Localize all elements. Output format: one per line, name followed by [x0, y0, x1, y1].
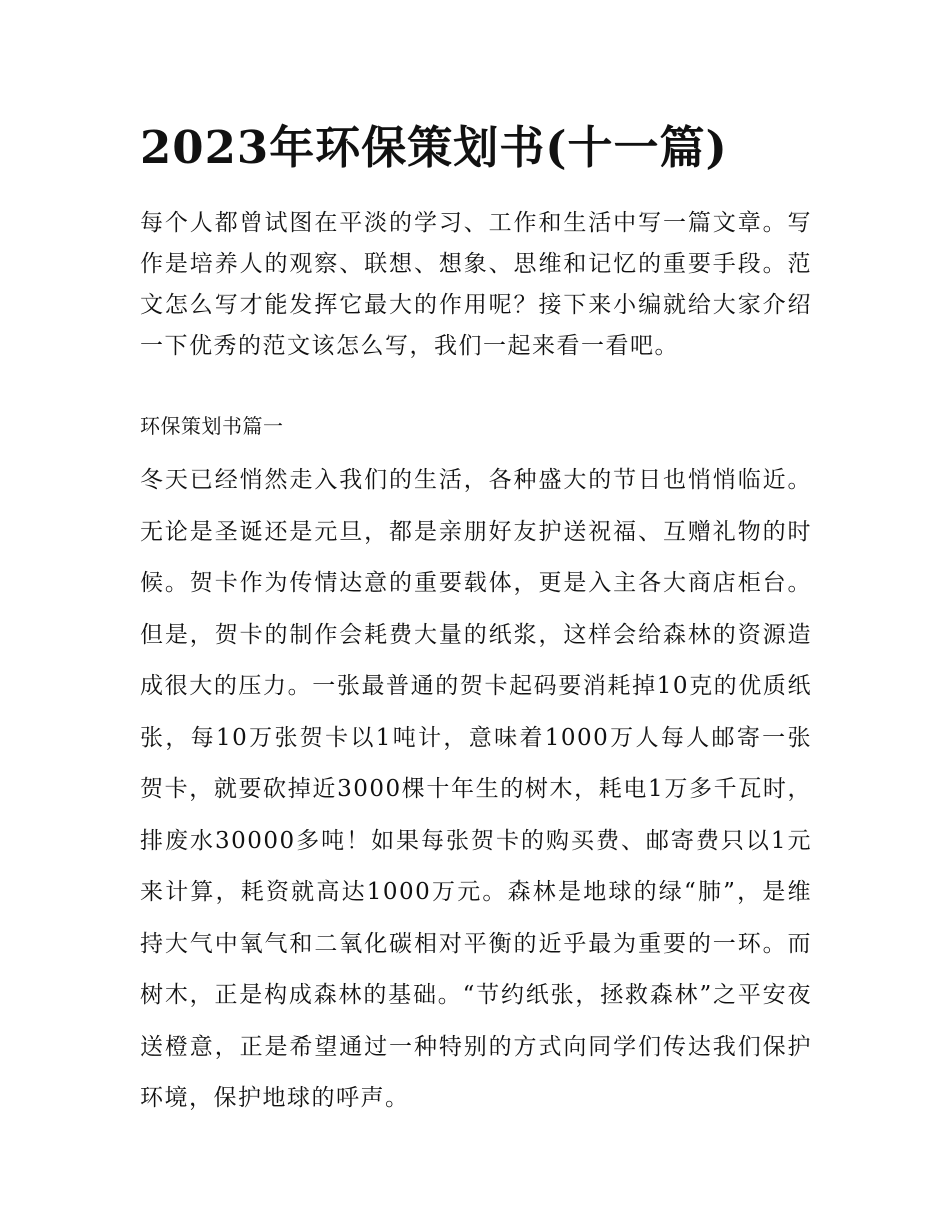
section-heading: 环保策划书篇一: [140, 414, 284, 438]
document-title: 2023年环保策划书(十一篇): [140, 121, 728, 174]
intro-paragraph: 每个人都曾试图在平淡的学习、工作和生活中写一篇文章。写作是培养人的观察、联想、想象、思维和记忆的重要手段。范文怎么写才能发挥它最大的作用呢？接下来小编就给大家介绍一下优秀的范文该怎么写，我们一起来看一看吧。: [140, 210, 812, 359]
body-paragraph: 冬天已经悄然走入我们的生活，各种盛大的节日也悄悄临近。无论是圣诞还是元旦，都是亲朋好友护送祝福、互赠礼物的时候。贺卡作为传情达意的重要载体，更是入主各大商店柜台。但是，贺卡的制作会耗费大量的纸浆，这样会给森林的资源造成很大的压力。一张最普通的贺卡起码要消耗掉10克的优质纸张，每10万张贺卡以1吨计，意味着1000万人每人邮寄一张贺卡，就要砍掉近3000棵十年生的树木，耗电1万多千瓦时，排废水30000多吨！如果每张贺卡的购买费、邮寄费只以1元来计算，耗资就高达1000万元。森林是地球的绿“肺”，是维持大气中氧气和二氧化碳相对平衡的近乎最为重要的一环。而树木，正是构成森林的基础。“节约纸张，拯救森林”之平安夜送橙意，正是希望通过一种特别的方式向同学们传达我们保护环境，保护地球的呼声。: [140, 467, 812, 1111]
